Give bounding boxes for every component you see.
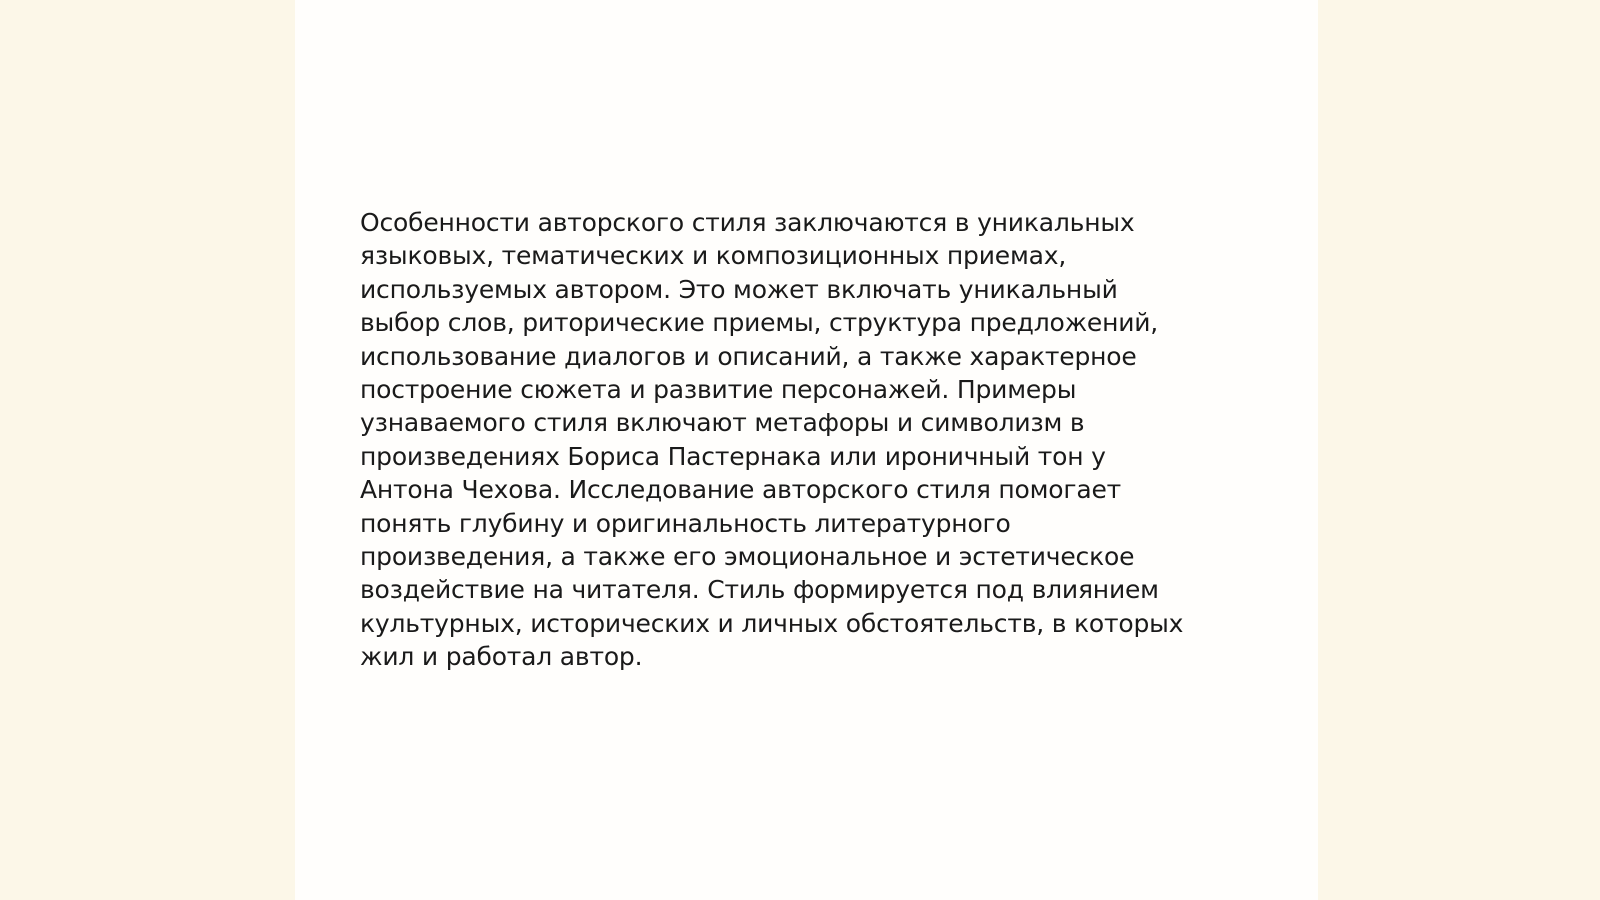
paragraph-line: построение сюжета и развитие персонажей. Примеры [360, 375, 1077, 405]
body-paragraph [360, 206, 1240, 674]
paragraph-line: произведениях Бориса Пастернака или ироничный тон у [360, 441, 1106, 471]
paragraph-line: жил и работал автор. [360, 642, 643, 672]
paragraph-line: произведения, а также его эмоциональное и эстетическое [360, 542, 1135, 572]
paragraph-line: используемых автором. Это может включать уникальный [360, 274, 1118, 304]
paragraph-line: языковых, тематических и композиционных приемах, [360, 241, 1067, 271]
paragraph-line: воздействие на читателя. Стиль формируется под влиянием [360, 575, 1159, 605]
paragraph-line: узнаваемого стиля включают метафоры и символизм в [360, 408, 1085, 438]
paragraph-line: понять глубину и оригинальность литературного [360, 508, 1011, 538]
paragraph-line: выбор слов, риторические приемы, структура предложений, [360, 308, 1159, 338]
paragraph-line: использование диалогов и описаний, а также характерное [360, 341, 1137, 371]
paragraph-line: культурных, исторических и личных обстоятельств, в которых [360, 608, 1184, 638]
paragraph-line: Антона Чехова. Исследование авторского стиля помогает [360, 475, 1121, 505]
paragraph-line: Особенности авторского стиля заключаются в уникальных [360, 208, 1135, 237]
